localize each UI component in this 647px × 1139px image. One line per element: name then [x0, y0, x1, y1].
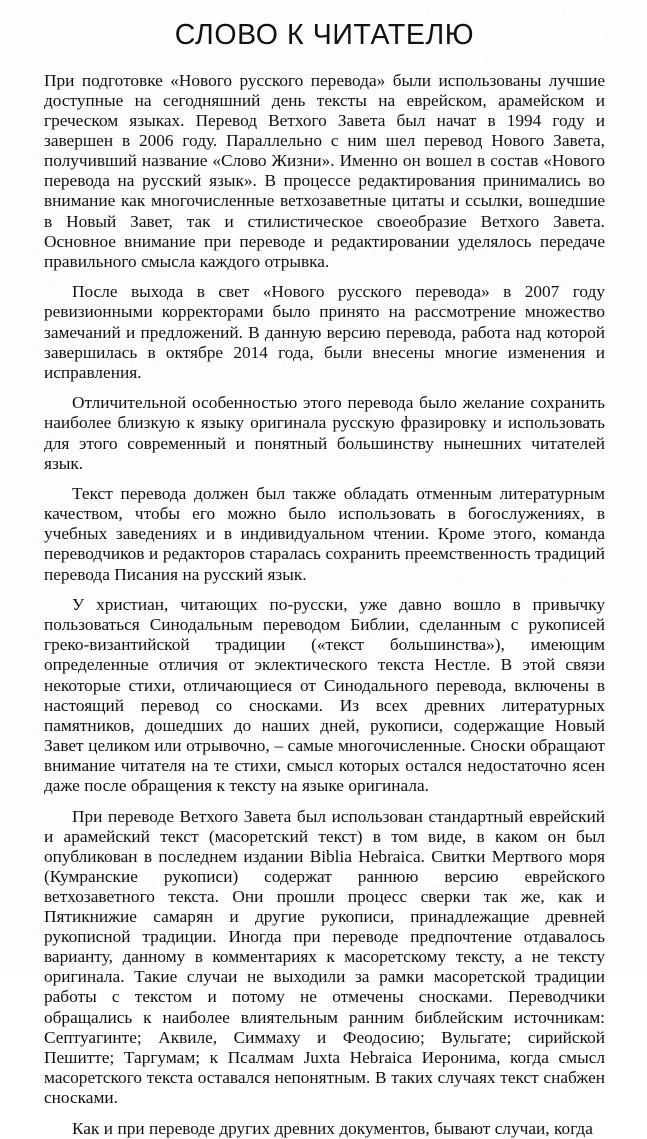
- page-title: СЛОВО К ЧИТАТЕЛЮ: [174, 19, 475, 51]
- paragraph-4: Текст перевода должен был также обладать отменным литературным качеством, чтобы его можно было использовать в богослужениях, в учебных заведениях и в индивидуальном чтении. Кроме этого, команда переводчиков и редакторов старалась сохранить преемственность традиций перевода Писания на русский язык.: [44, 484, 605, 584]
- body-copy: [44, 71, 605, 1139]
- paragraph-2: После выхода в свет «Нового русского перевода» в 2007 году ревизионными корректорами было принято на рассмотрение множество замечаний и предложений. В данную версию перевода, работа над которой завершилась в октябре 2014 года, были внесены многие изменения и исправления.: [44, 282, 605, 382]
- paragraph-5: У христиан, читающих по-русски, уже давно вошло в привычку пользоваться Синодальным переводом Библии, сделанным с рукописей греко-византийской традиции («текст большинства»), имеющим определенные отличия от эклектического текста Нестле. В этой связи некоторые стихи, отличающиеся от Синодального перевода, включены в настоящий перевод со сносками. Из всех древних литературных памятников, дошедших до наших дней, рукописи, содержащие Новый Завет целиком или отрывочно, – самые многочисленные. Сноски обращают внимание читателя на те стихи, смысл которых остался недостаточно ясен даже после обращения к тексту на языке оригинала.: [44, 595, 605, 796]
- latin-title-run: Biblia Hebraica: [309, 846, 421, 866]
- paragraph-7: Как и при переводе других древних документов, бывают случаи, когда: [72, 1118, 593, 1138]
- paragraph-3: Отличительной особенностью этого перевода было желание сохранить наиболее близкую к языку оригинала русскую фразировку и использовать для этого современный и понятный большинству нынешних читателей язык.: [44, 393, 605, 473]
- paragraph-1: При подготовке «Нового русского перевода» были использованы лучшие доступные на сегодняшний день тексты на еврейском, арамейском и греческом языках. Перевод Ветхого Завета был начат в 1994 году и завершен в 2006 году. Параллельно с ним шел перевод Нового Завета, получивший название «Слово Жизни». Именно он вошел в состав «Нового перевода на русский язык». В процессе редактирования принимались во внимание как многочисленные ветхозаветные цитаты и ссылки, вошедшие в Новый Завет, так и стилистическое своеобразие Ветхого Завета. Основное внимание при переводе и редактировании уделялось передаче правильного смысла каждого отрывка.: [44, 70, 605, 271]
- paragraph-6: При переводе Ветхого Завета был использован стандартный еврейский и арамейский текст (масоретский текст) в том виде, в каком он был опубликован в последнем издании Biblia Hebraica. Свитки Мертвого моря (Кумранские рукописи) содержат раннюю версию еврейского ветхозаветного текста. Они прошли процесс сверки так же, как и Пятикнижие самарян и другие рукописи, принадлежащие древней рукописной традиции. Иногда при переводе предпочтение отдавалось варианту, данному в комментариях к масоретскому тексту, а не тексту оригинала. Такие случаи не выходили за рамки масоретской традиции работы с текстом и потому не отмечены сносками. Переводчики обращались к наиболее влиятельным ранним библейским источникам: Септуагинте; Аквиле, Симмаху и Феодосию; Вульгате; сирийской Пешитте; Таргумам; к Псалмам Juxta Hebraica Иеронима, когда смысл масоретского текста оставался непонятным. В таких случаях текст снабжен сносками.: [44, 806, 605, 1107]
- text-block: [44, 0, 605, 1138]
- latin-title-run: Juxta Hebraica: [303, 1047, 413, 1067]
